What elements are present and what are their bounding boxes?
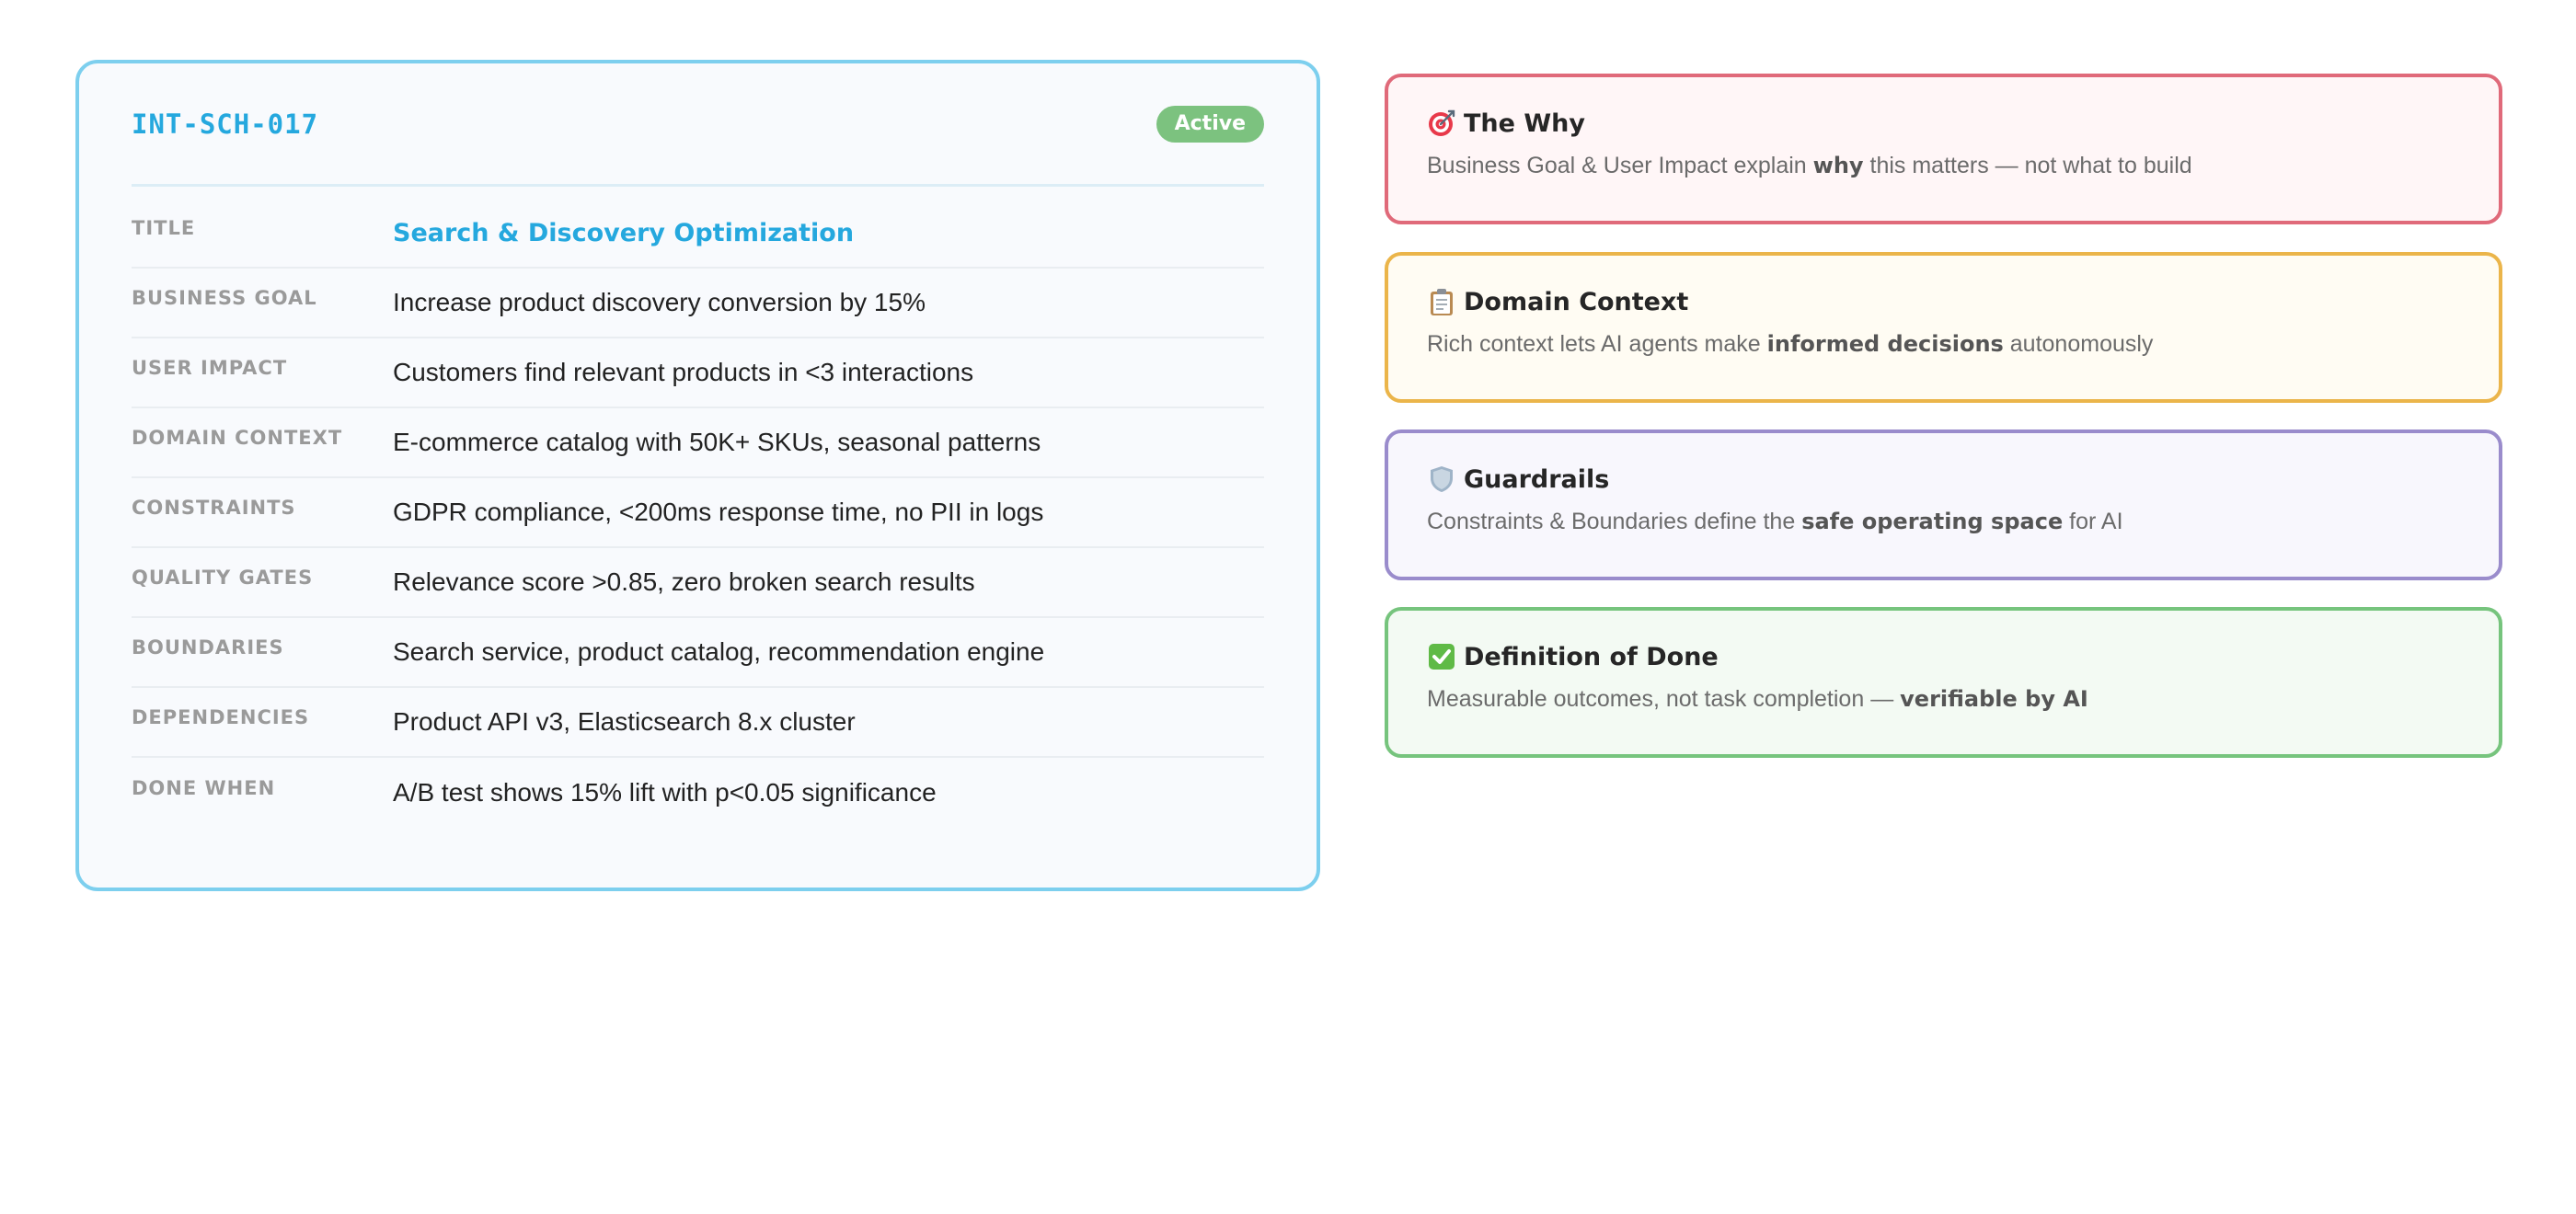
status-badge: Active [1156,106,1264,143]
card-description: Constraints & Boundaries define the safe operating space for AI [1427,509,2123,534]
card-description: Measurable outcomes, not task completion — verifiable by AI [1427,686,2088,712]
field-value: Product API v3, Elasticsearch 8.x cluster [393,707,856,736]
field-label: DONE WHEN [132,777,276,799]
field-label: BOUNDARIES [132,636,284,659]
card-definition-of-done [1385,607,2502,758]
card-description: Business Goal & User Impact explain why this matters — not what to build [1427,153,2192,178]
card-guardrails [1385,429,2502,580]
spec-id: INT-SCH-017 [132,108,319,140]
field-value: Search service, product catalog, recommendation engine [393,637,1045,666]
card-title [1427,464,2460,494]
spec-row-boundaries [132,618,1264,688]
card-title-text: The Why [1464,109,1585,138]
spec-fields [132,199,1264,828]
spec-row-constraints [132,478,1264,548]
clipboard-icon [1427,287,1456,316]
field-value: E-commerce catalog with 50K+ SKUs, seasonal patterns [393,428,1041,456]
spec-row-dependencies [132,688,1264,758]
field-value: Customers find relevant products in <3 interactions [393,358,974,386]
field-value-title: Search & Discovery Optimization [393,218,855,247]
card-title-text: Domain Context [1464,287,1689,316]
check-box-icon [1427,642,1456,671]
field-value: Increase product discovery conversion by 15% [393,288,926,316]
spec-row-title [132,199,1264,269]
card-title [1427,109,2460,138]
card-title [1427,642,2460,671]
card-description: Rich context lets AI agents make informed decisions autonomously [1427,331,2154,357]
spec-row-user-impact [132,338,1264,408]
field-label: CONSTRAINTS [132,497,296,519]
spec-row-domain-context [132,408,1264,478]
field-label: QUALITY GATES [132,567,314,589]
field-value: Relevance score >0.85, zero broken search results [393,567,975,596]
field-label: DEPENDENCIES [132,706,310,728]
spec-row-quality-gates [132,548,1264,618]
shield-icon [1427,464,1456,494]
card-title-text: Definition of Done [1464,642,1719,671]
card-title-text: Guardrails [1464,464,1610,494]
card-the-why [1385,74,2502,224]
target-icon [1427,109,1456,138]
card-domain-context [1385,252,2502,403]
spec-row-business-goal [132,269,1264,338]
field-label: DOMAIN CONTEXT [132,427,343,449]
field-label: BUSINESS GOAL [132,287,317,309]
intent-spec-card [75,60,1320,891]
spec-row-done-when [132,758,1264,828]
field-value: A/B test shows 15% lift with p<0.05 significance [393,778,937,807]
spec-header [132,63,1264,187]
card-title [1427,287,2460,316]
field-label: TITLE [132,217,196,239]
field-label: USER IMPACT [132,357,288,379]
field-value: GDPR compliance, <200ms response time, no PII in logs [393,498,1044,526]
